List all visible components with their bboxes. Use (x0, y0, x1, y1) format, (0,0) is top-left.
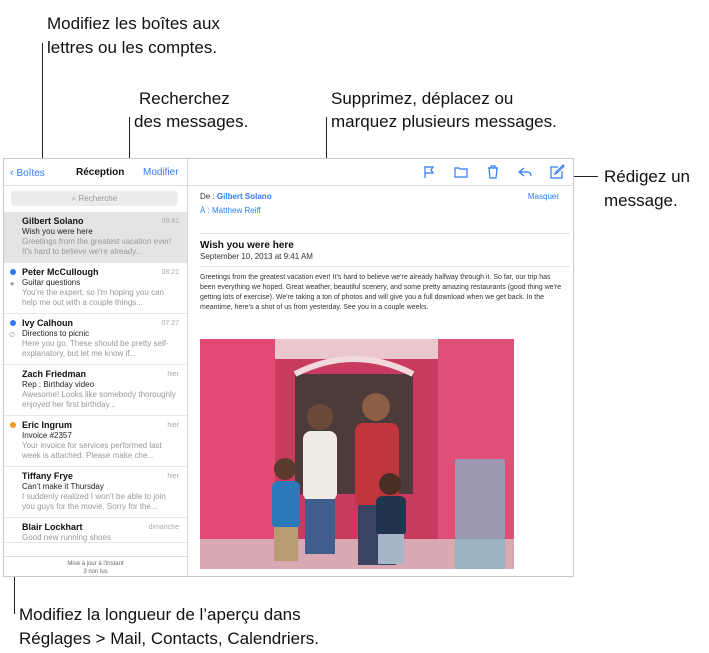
to-name[interactable]: Matthew Reiff (212, 206, 261, 215)
message-preview: Your invoice for services performed last week is attached. Please make che... (22, 441, 162, 460)
from-name[interactable]: Gilbert Solano (216, 192, 272, 201)
from-label: De : (200, 192, 215, 201)
message-time: dimanche (148, 524, 179, 531)
search-placeholder: Recherche (78, 194, 118, 203)
unread-dot (10, 269, 16, 275)
subject-divider (200, 266, 570, 267)
message-row[interactable] (4, 263, 187, 314)
message-row[interactable] (4, 314, 187, 365)
message-sender: Peter McCullough (22, 267, 99, 277)
message-date: September 10, 2013 at 9:41 AM (200, 252, 313, 261)
message-sender: Zach Friedman (22, 369, 87, 379)
message-preview: Here you go. These should be pretty self-explanatory, but let me know if... (22, 339, 169, 358)
message-time: 07:27 (161, 320, 179, 327)
message-subject: Guitar questions (22, 278, 81, 287)
message-list (4, 212, 187, 543)
message-time: hier (167, 371, 179, 378)
message-preview: You're the expert, so I'm hoping you can help me out with a couple things... (22, 288, 164, 307)
reply-icon[interactable] (517, 164, 533, 180)
message-preview: Awesome! Looks like somebody thoroughly enjoyed her first birthday... (22, 390, 176, 409)
list-status-footer (4, 556, 187, 576)
chevron-left-icon: ‹ (10, 167, 14, 179)
message-subject: Rep : Birthday video (22, 380, 95, 389)
flag-icon[interactable] (421, 164, 437, 180)
message-sender: Blair Lockhart (22, 522, 83, 532)
callout-mailboxes-line2: lettres ou les comptes. (47, 38, 218, 57)
message-row[interactable] (4, 467, 187, 518)
message-subject: Can't make it Thursday (22, 482, 104, 491)
from-line (200, 192, 272, 201)
message-body: Greetings from the greatest vacation ever! It's hard to believe we're already halfway through it. So far, our trip has been everything we hoped. Great weather, beautiful scenery, and some pretty amazing restaurants (good thing we're getting lots of exercise). We're taking a ton of photos and will give you a full download when we get back. In the meantime, here's a shot of us from yesterday. See you in a couple weeks. (200, 274, 562, 311)
message-preview: Greetings from the greatest vacation ever! It's hard to believe we're already... (22, 237, 172, 256)
message-row[interactable] (4, 212, 187, 263)
folder-icon[interactable] (453, 164, 469, 180)
message-sender: Eric Ingrum (22, 420, 73, 430)
mailbox-sidebar (4, 159, 188, 576)
edit-button[interactable]: Modifier (143, 167, 179, 178)
message-sender: Gilbert Solano (22, 216, 84, 226)
message-subject: Good new running shoes (22, 533, 111, 542)
message-preview: I suddenly realized I won't be able to join you guys for the movie. Sorry for the... (22, 492, 166, 511)
message-sender: Ivy Calhoun (22, 318, 74, 328)
callout-compose-line1: Rédigez un (604, 167, 691, 186)
star-icon: ★ (9, 281, 16, 288)
message-time: 08:21 (161, 269, 179, 276)
callout-mailboxes-line1: Modifiez les boîtes aux (47, 14, 220, 33)
message-time: hier (167, 422, 179, 429)
update-status: Mise à jour à l'instant (67, 561, 124, 567)
message-subject: Directions to picnic (22, 329, 90, 338)
message-row[interactable] (4, 365, 187, 416)
hide-details-button[interactable]: Masquer (527, 192, 559, 201)
flag-dot (10, 422, 16, 428)
message-subject-title: Wish you were here (200, 240, 294, 251)
callout-mailboxes-leader (42, 43, 43, 165)
compose-icon[interactable] (549, 164, 565, 180)
search-field[interactable] (11, 191, 178, 206)
mailboxes-back-button[interactable] (10, 167, 45, 179)
message-subject: Invoice #2357 (22, 431, 72, 440)
callout-compose-line2: message. (604, 191, 678, 210)
photo-attachment[interactable] (200, 339, 514, 569)
message-row[interactable] (4, 518, 187, 543)
message-row[interactable] (4, 416, 187, 467)
sidebar-navbar (4, 159, 187, 186)
callout-search-line1: Recherchez (139, 89, 230, 108)
message-time: 09:41 (161, 218, 179, 225)
trash-icon[interactable] (485, 164, 501, 180)
mail-app-window (3, 158, 574, 577)
callout-multi-line1: Supprimez, déplacez ou (331, 89, 514, 108)
to-label: À : (200, 206, 210, 215)
mailbox-title: Réception (76, 167, 125, 178)
message-sender: Tiffany Frye (22, 471, 73, 481)
to-line (200, 206, 261, 215)
message-subject: Wish you were here (22, 227, 93, 236)
callout-preview-line2: Réglages > Mail, Contacts, Calendriers. (19, 629, 319, 648)
header-divider (200, 233, 570, 234)
attachment-icon: ∅ (9, 332, 16, 339)
message-time: hier (167, 473, 179, 480)
unread-dot (10, 320, 16, 326)
mailboxes-back-label: Boîtes (16, 168, 45, 179)
message-toolbar (188, 159, 573, 186)
callout-preview-line1: Modifiez la longueur de l’aperçu dans (19, 605, 301, 624)
unread-count: 3 non lus (83, 569, 108, 575)
search-icon: ⌕ (71, 194, 77, 203)
callout-multi-line2: marquez plusieurs messages. (331, 112, 557, 131)
callout-search-line2: des messages. (134, 112, 249, 131)
